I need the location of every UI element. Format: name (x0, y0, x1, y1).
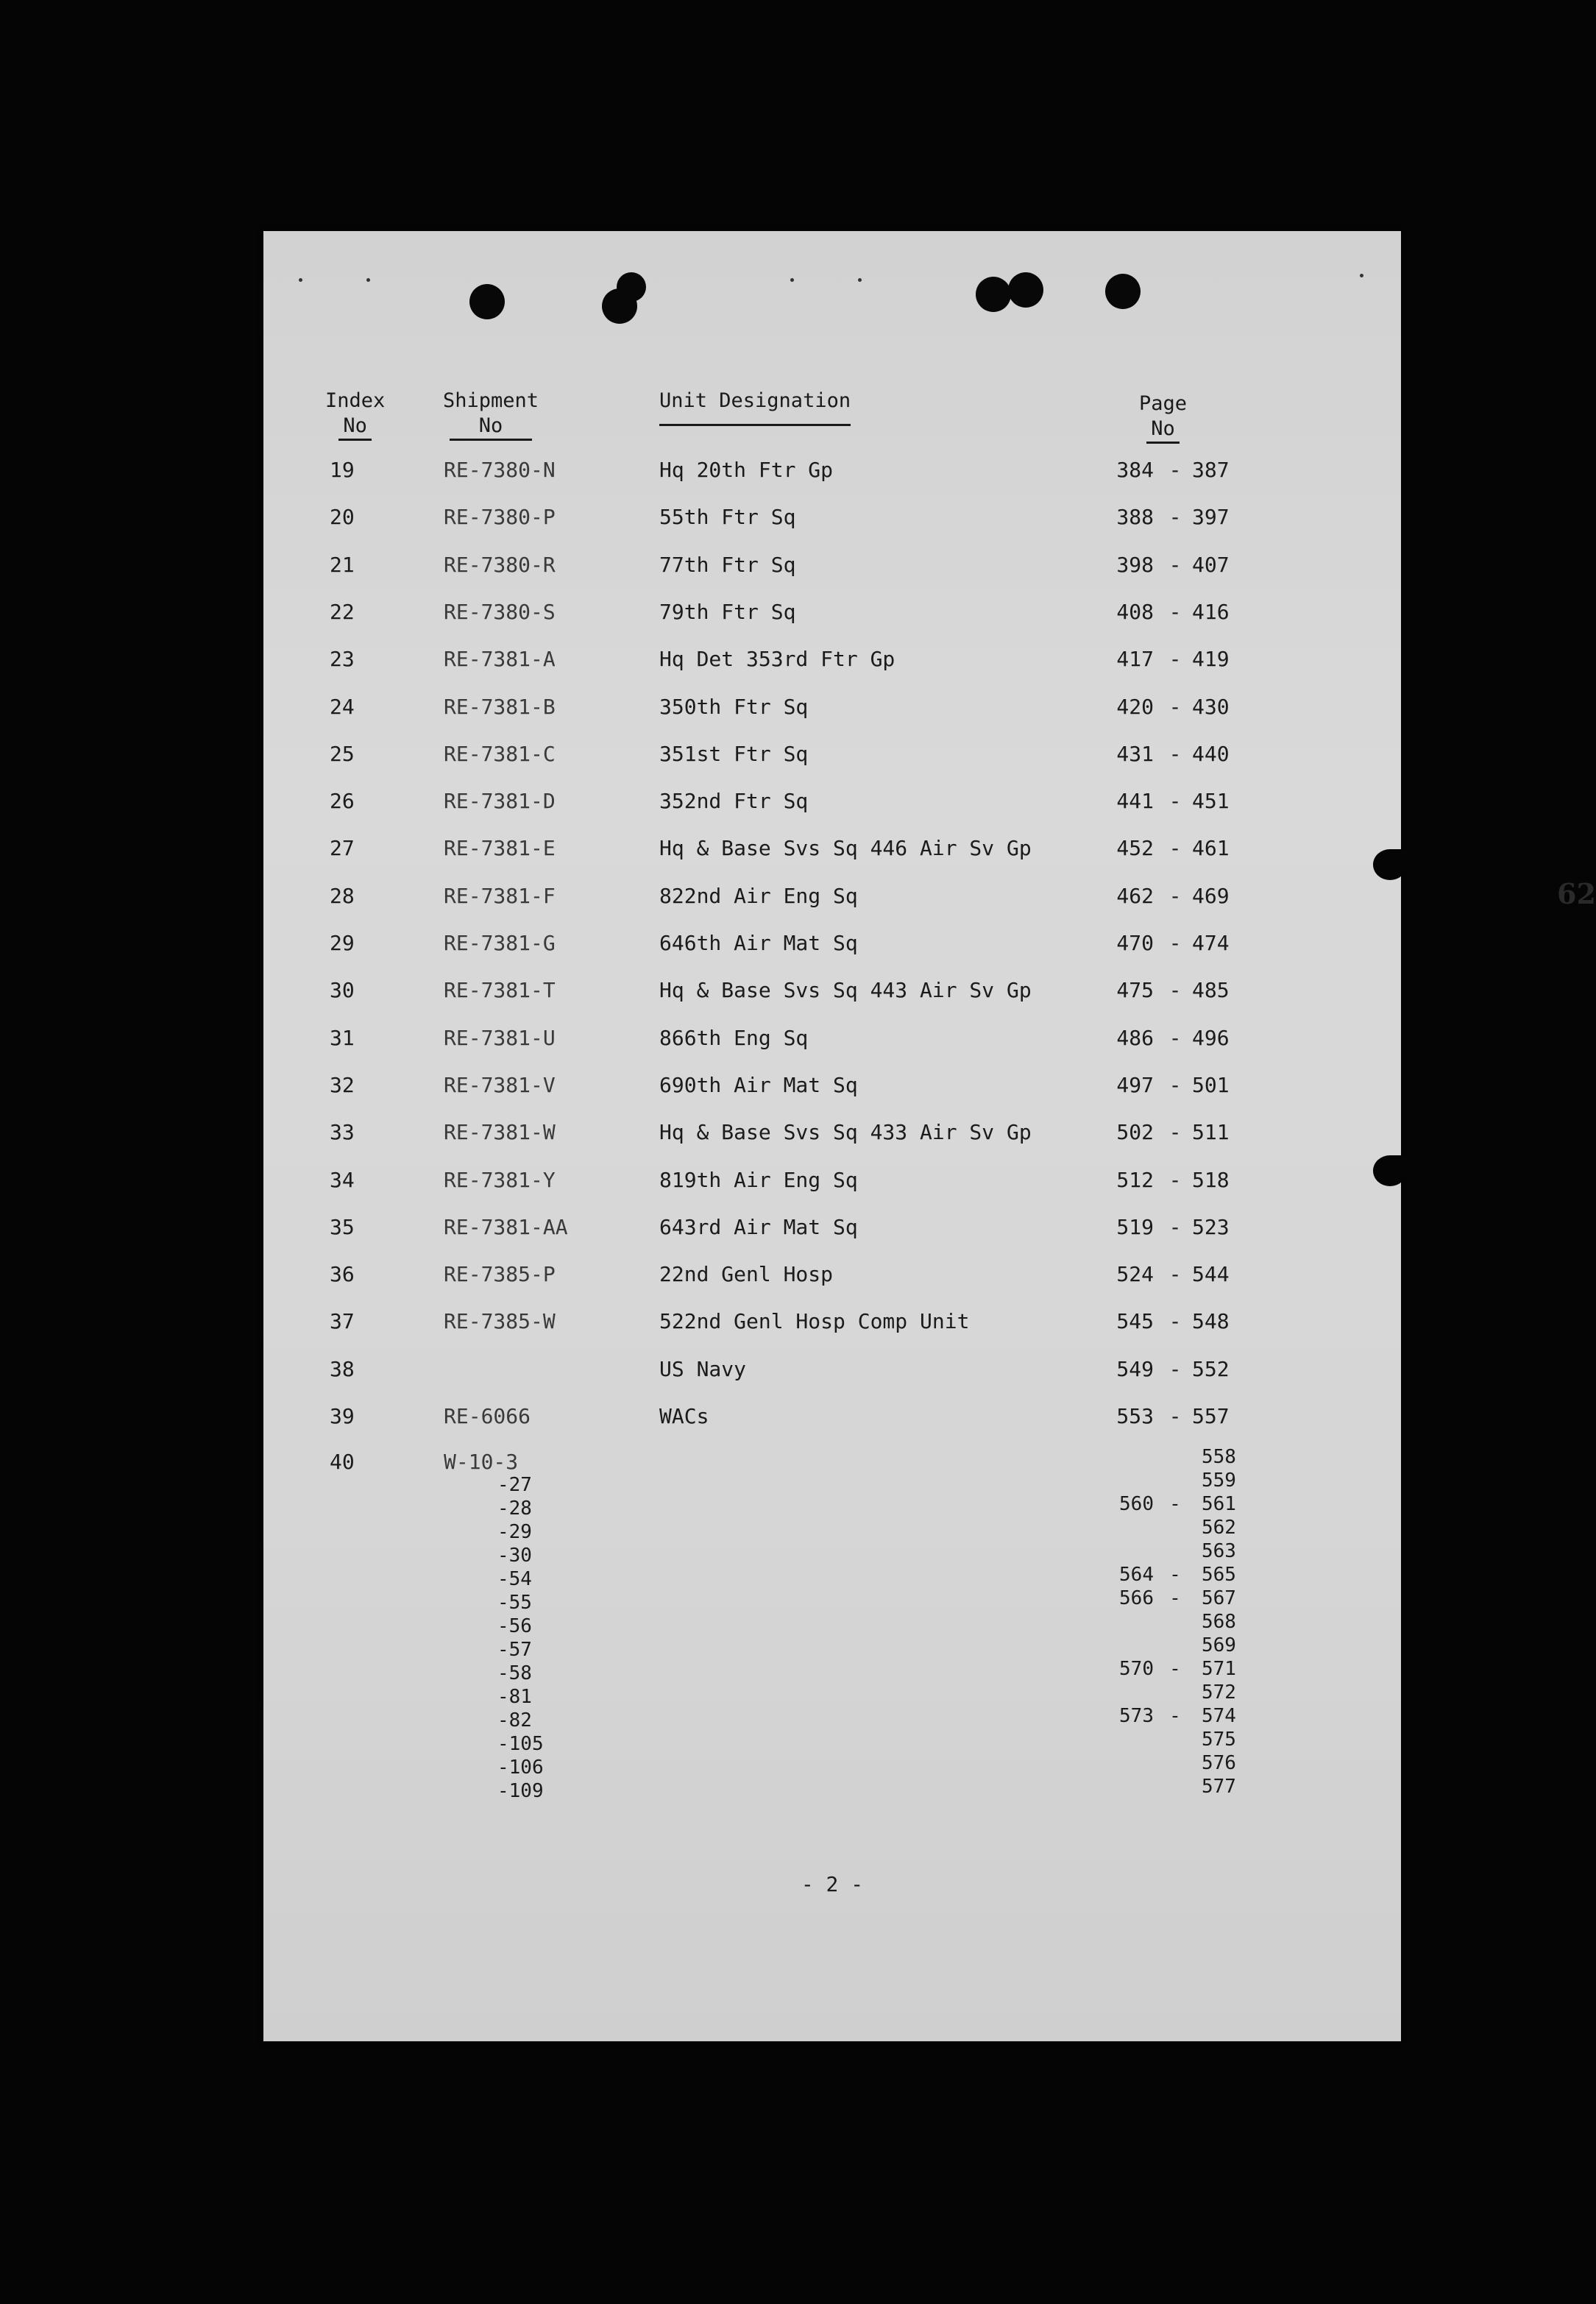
shipment-number: RE-7381-E (444, 836, 556, 861)
page-dash: - (1168, 599, 1182, 624)
index-number: 22 (330, 599, 355, 624)
page-number: - 2 - (801, 1872, 864, 1896)
index-number: 33 (330, 1120, 355, 1145)
shipment-sub-number: -30 (497, 1545, 532, 1567)
page-end: 501 (1192, 1072, 1230, 1097)
page-start (1073, 1634, 1154, 1657)
page-end: 567 (1202, 1587, 1236, 1609)
speck (299, 278, 302, 282)
unit-designation: 350th Ftr Sq (659, 694, 809, 719)
speck (366, 278, 370, 282)
page-end: 544 (1192, 1262, 1230, 1287)
page-end: 569 (1202, 1634, 1236, 1656)
page-dash-list (1164, 1445, 1186, 1798)
page-dash: - (1168, 694, 1182, 719)
index-number: 27 (330, 836, 355, 861)
unit-designation: 79th Ftr Sq (659, 599, 796, 624)
shipment-sub-number: -105 (497, 1733, 544, 1755)
shipment-sub-number: -29 (497, 1521, 532, 1543)
index-number: 21 (330, 552, 355, 577)
page-dash: - (1168, 505, 1182, 530)
page-end: 574 (1202, 1705, 1236, 1727)
page-start: 545 (1116, 1309, 1154, 1334)
page-end: 552 (1192, 1356, 1230, 1381)
page-start (1073, 1516, 1154, 1539)
shipment-number: RE-7380-P (444, 505, 556, 530)
unit-designation: 55th Ftr Sq (659, 505, 796, 530)
page-end: 496 (1192, 1025, 1230, 1050)
page-dash: - (1168, 1262, 1182, 1287)
unit-designation: 22nd Genl Hosp (659, 1262, 834, 1287)
page-dash: - (1168, 1167, 1182, 1192)
page-end: 561 (1202, 1493, 1236, 1515)
index-number: 25 (330, 741, 355, 766)
index-number: 35 (330, 1214, 355, 1239)
index-number: 34 (330, 1167, 355, 1192)
shipment-number: RE-7381-W (444, 1120, 556, 1145)
index-number: 20 (330, 505, 355, 530)
header-page: Page No (1139, 391, 1187, 444)
shipment-sub-number: -55 (497, 1592, 532, 1614)
page-dash: - (1168, 789, 1182, 814)
page-end: 416 (1192, 599, 1230, 624)
page-start: 497 (1116, 1072, 1154, 1097)
index-number: 23 (330, 647, 355, 672)
page-dash: - (1168, 1356, 1182, 1381)
table-row (263, 1215, 1401, 1244)
index-number: 26 (330, 789, 355, 814)
table-row (263, 1309, 1401, 1339)
page-end: 397 (1192, 505, 1230, 530)
page-dash (1164, 1751, 1186, 1775)
page-start: 470 (1116, 931, 1154, 955)
shipment-sublist (497, 1473, 544, 1803)
unit-designation: 690th Air Mat Sq (659, 1072, 858, 1097)
page-start: 524 (1116, 1262, 1154, 1287)
index-number: 28 (330, 883, 355, 908)
page-end-list (1202, 1445, 1236, 1798)
page-end: 461 (1192, 836, 1230, 861)
index-number: 19 (330, 458, 355, 482)
unit-designation: 646th Air Mat Sq (659, 931, 858, 955)
page-start: 502 (1116, 1120, 1154, 1145)
page-dash: - (1168, 931, 1182, 955)
punch-hole (1008, 272, 1043, 308)
index-number: 40 (330, 1450, 355, 1474)
page-start: 452 (1116, 836, 1154, 861)
table-row (263, 458, 1401, 487)
shipment-number: RE-7381-C (444, 741, 556, 766)
speck (790, 278, 794, 282)
table-row (263, 836, 1401, 865)
unit-designation: 819th Air Eng Sq (659, 1167, 858, 1192)
index-number: 32 (330, 1072, 355, 1097)
shipment-number: W-10-3 (444, 1450, 519, 1474)
unit-designation: 866th Eng Sq (659, 1025, 809, 1050)
page-dash: - (1168, 1120, 1182, 1145)
page-end: 565 (1202, 1564, 1236, 1586)
page-start: 553 (1116, 1404, 1154, 1428)
page-end: 523 (1192, 1214, 1230, 1239)
page-end: 518 (1192, 1167, 1230, 1192)
page-start: 570 (1119, 1658, 1154, 1680)
page-end: 419 (1192, 647, 1230, 672)
page-start (1073, 1445, 1154, 1469)
table-row (263, 1404, 1401, 1433)
page-start: 398 (1116, 552, 1154, 577)
page-dash: - (1168, 741, 1182, 766)
unit-designation: Hq 20th Ftr Gp (659, 458, 834, 482)
shipment-sub-number: -82 (497, 1709, 532, 1731)
index-number: 31 (330, 1025, 355, 1050)
shipment-number: RE-7385-W (444, 1309, 556, 1334)
punch-hole (1105, 274, 1141, 309)
shipment-number: RE-7380-R (444, 552, 556, 577)
index-number: 38 (330, 1356, 355, 1381)
unit-designation: 77th Ftr Sq (659, 552, 796, 577)
unit-designation: Hq & Base Svs Sq 433 Air Sv Gp (659, 1120, 1032, 1145)
page-end: 562 (1202, 1517, 1236, 1539)
header-shipment: Shipment No (443, 389, 539, 441)
page-end: 575 (1202, 1729, 1236, 1751)
unit-designation: Hq & Base Svs Sq 443 Air Sv Gp (659, 978, 1032, 1003)
page-dash (1164, 1516, 1186, 1539)
page-end: 387 (1192, 458, 1230, 482)
page-start: 573 (1119, 1705, 1154, 1727)
page-dash: - (1168, 458, 1182, 482)
page-start: 486 (1116, 1025, 1154, 1050)
page-start: 384 (1116, 458, 1154, 482)
unit-designation: 351st Ftr Sq (659, 741, 809, 766)
index-number: 39 (330, 1404, 355, 1428)
page-dash (1164, 1681, 1186, 1704)
page-start: 417 (1116, 647, 1154, 672)
index-number: 24 (330, 694, 355, 719)
page-dash: - (1169, 1705, 1181, 1727)
page-end: 559 (1202, 1470, 1236, 1492)
index-number: 36 (330, 1262, 355, 1287)
unit-designation: Hq Det 353rd Ftr Gp (659, 647, 895, 672)
page-end: 451 (1192, 789, 1230, 814)
page-start (1073, 1775, 1154, 1798)
table-row (263, 1120, 1401, 1149)
page-start-list (1073, 1445, 1154, 1798)
shipment-sub-number: -54 (497, 1568, 532, 1590)
page-dash (1164, 1445, 1186, 1469)
shipment-number: RE-7380-S (444, 599, 556, 624)
index-number: 37 (330, 1309, 355, 1334)
page-end: 474 (1192, 931, 1230, 955)
document-page (263, 231, 1596, 2041)
shipment-number: RE-7381-U (444, 1025, 556, 1050)
punch-hole (617, 272, 646, 302)
page-dash: - (1169, 1564, 1181, 1586)
table-row (263, 505, 1401, 534)
unit-designation: 643rd Air Mat Sq (659, 1214, 858, 1239)
page-dash: - (1168, 647, 1182, 672)
page-dash: - (1168, 1214, 1182, 1239)
shipment-sub-number: -28 (497, 1497, 532, 1520)
table-row (263, 1168, 1401, 1197)
page-dash: - (1168, 1025, 1182, 1050)
page-dash (1164, 1728, 1186, 1751)
shipment-number: RE-7381-D (444, 789, 556, 814)
shipment-sub-number: -27 (497, 1474, 532, 1496)
unit-designation: 352nd Ftr Sq (659, 789, 809, 814)
page-end: 548 (1192, 1309, 1230, 1334)
index-number: 29 (330, 931, 355, 955)
shipment-number: RE-7381-AA (444, 1214, 568, 1239)
page-start: 475 (1116, 978, 1154, 1003)
table-row (263, 789, 1401, 818)
page-start: 549 (1116, 1356, 1154, 1381)
table-row (263, 1026, 1401, 1055)
page-end: 563 (1202, 1540, 1236, 1562)
page-start: 420 (1116, 694, 1154, 719)
page-start: 519 (1116, 1214, 1154, 1239)
page-end: 571 (1202, 1658, 1236, 1680)
table-row (263, 695, 1401, 724)
page-dash (1164, 1610, 1186, 1634)
shipment-number: RE-7380-N (444, 458, 556, 482)
page-dash: - (1168, 978, 1182, 1003)
page-dash (1164, 1634, 1186, 1657)
page-end: 557 (1192, 1404, 1230, 1428)
punch-hole (469, 284, 505, 319)
punch-hole (976, 277, 1011, 312)
page-dash: - (1169, 1658, 1181, 1680)
unit-designation: WACs (659, 1404, 709, 1428)
table-row (263, 553, 1401, 582)
page-dash: - (1169, 1587, 1181, 1609)
page-start: 441 (1116, 789, 1154, 814)
table-row (263, 600, 1401, 629)
page-end: 568 (1202, 1611, 1236, 1633)
page-end: 469 (1192, 883, 1230, 908)
shipment-number: RE-7381-F (444, 883, 556, 908)
page-dash: - (1168, 552, 1182, 577)
page-end: 430 (1192, 694, 1230, 719)
page-start: 566 (1119, 1587, 1154, 1609)
table-row (263, 742, 1401, 771)
page-end: 576 (1202, 1752, 1236, 1774)
index-number: 30 (330, 978, 355, 1003)
shipment-number: RE-7381-Y (444, 1167, 556, 1192)
page-dash (1164, 1469, 1186, 1492)
page-dash: - (1168, 1072, 1182, 1097)
page-start (1073, 1610, 1154, 1634)
page-start: 388 (1116, 505, 1154, 530)
page-dash: - (1168, 1309, 1182, 1334)
shipment-number: RE-7381-G (444, 931, 556, 955)
stamp-number: 62 (1557, 877, 1596, 910)
page-end: 577 (1202, 1776, 1236, 1798)
page-end: 407 (1192, 552, 1230, 577)
page-start (1073, 1728, 1154, 1751)
header-unit-designation: Unit Designation (659, 389, 851, 426)
unit-designation: 522nd Genl Hosp Comp Unit (659, 1309, 970, 1334)
page-dash: - (1168, 883, 1182, 908)
table-row (263, 931, 1401, 960)
page-dash (1164, 1775, 1186, 1798)
page-start: 560 (1119, 1493, 1154, 1515)
shipment-sub-number: -58 (497, 1662, 532, 1684)
table-row (263, 1262, 1401, 1291)
shipment-number: RE-6066 (444, 1404, 531, 1428)
shipment-number: RE-7381-B (444, 694, 556, 719)
page-start: 431 (1116, 741, 1154, 766)
shipment-sub-number: -109 (497, 1780, 544, 1802)
page-start (1073, 1681, 1154, 1704)
unit-designation: 822nd Air Eng Sq (659, 883, 858, 908)
page-dash: - (1168, 836, 1182, 861)
shipment-number: RE-7385-P (444, 1262, 556, 1287)
page-dash (1164, 1539, 1186, 1563)
page-start: 512 (1116, 1167, 1154, 1192)
page-start (1073, 1751, 1154, 1775)
shipment-number: RE-7381-A (444, 647, 556, 672)
table-row (263, 884, 1401, 913)
table-row (263, 978, 1401, 1007)
shipment-sub-number: -56 (497, 1615, 532, 1637)
shipment-sub-number: -106 (497, 1757, 544, 1779)
shipment-sub-number: -81 (497, 1686, 532, 1708)
page-start: 462 (1116, 883, 1154, 908)
page-start (1073, 1539, 1154, 1563)
speck (858, 278, 862, 282)
shipment-number: RE-7381-T (444, 978, 556, 1003)
page-end: 558 (1202, 1446, 1236, 1468)
unit-designation: US Navy (659, 1356, 747, 1381)
page-start: 408 (1116, 599, 1154, 624)
table-row (263, 1357, 1401, 1386)
header-index: Index No (325, 389, 385, 441)
page-dash: - (1168, 1404, 1182, 1428)
page-end: 440 (1192, 741, 1230, 766)
shipment-sub-number: -57 (497, 1639, 532, 1661)
page-end: 572 (1202, 1681, 1236, 1704)
shipment-number: RE-7381-V (444, 1072, 556, 1097)
table-row (263, 647, 1401, 676)
speck (1360, 274, 1363, 277)
table-row (263, 1073, 1401, 1102)
page-end: 511 (1192, 1120, 1230, 1145)
page-dash: - (1169, 1493, 1181, 1515)
unit-designation: Hq & Base Svs Sq 446 Air Sv Gp (659, 836, 1032, 861)
page-start (1073, 1469, 1154, 1492)
page-end: 485 (1192, 978, 1230, 1003)
page-start: 564 (1119, 1564, 1154, 1586)
